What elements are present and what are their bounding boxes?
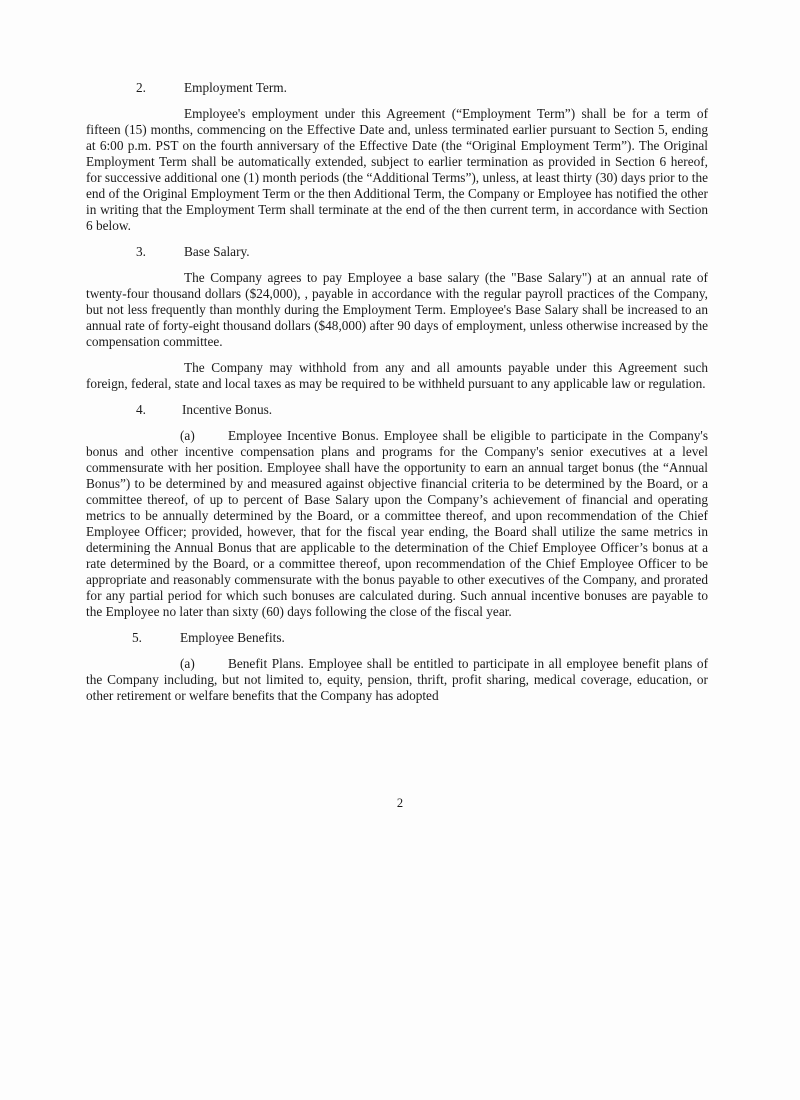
section-number: 2. xyxy=(136,80,146,95)
section-title: Base Salary. xyxy=(184,244,250,259)
section-4a-paragraph xyxy=(86,428,708,620)
document-body xyxy=(86,80,708,714)
section-title: Incentive Bonus. xyxy=(182,402,273,417)
subsection-label: (a) xyxy=(180,656,195,671)
section-3-paragraph-1: The Company agrees to pay Employee a base salary (the "Base Salary") at an annual rate of twenty-four thousand dollars ($24,000), , payable in accordance with the regular payroll practices of the Company, but not less frequently than monthly during the Employment Term. Employee's Base Salary shall be increased to an annual rate of forty-eight thousand dollars ($48,000) after 90 days of employment, unless otherwise increased by the compensation committee. xyxy=(86,270,708,349)
section-number: 4. xyxy=(136,402,146,417)
subsection-text: Benefit Plans. Employee shall be entitled to participate in all employee benefit plans of the Company including, but not limited to, equity, pension, thrift, profit sharing, medical coverage, education, or other retirement or welfare benefits that the Company has adopted xyxy=(86,656,708,703)
section-number: 3. xyxy=(136,244,146,259)
section-5a-paragraph xyxy=(86,656,708,704)
subsection-text: Employee Incentive Bonus. Employee shall be eligible to participate in the Company's bonus and other incentive compensation plans and programs for the Company's senior executives at a level commensurate with her position. Employee shall have the opportunity to earn an annual target bonus (the “Annual Bonus”) to be determined by and measured against objective financial criteria to be determined by the Board, or a committee thereof, of up to percent of Base Salary upon the Company’s achievement of financial and operating metrics to be annually determined by the Board, or a committee thereof, and upon recommendation of the Chief Employee Officer; provided, however, that for the fiscal year ending, the Board shall utilize the same metrics in determining the Annual Bonus that are applicable to the determination of the Chief Employee Officer’s bonus at a rate determined by the Board, or a committee thereof, upon recommendation of the Chief Employee Officer to be appropriate and reasonably commensurate with the bonus payable to other executives of the Company, and prorated for any partial period for which such bonuses are calculated during. Such annual incentive bonuses are payable to the Employee no later than sixty (60) days following the close of the fiscal year. xyxy=(86,428,708,619)
section-5-heading xyxy=(86,630,708,646)
section-2-heading xyxy=(86,80,708,96)
section-title: Employment Term. xyxy=(184,80,287,95)
section-3-heading xyxy=(86,244,708,260)
subsection-label: (a) xyxy=(180,428,195,443)
section-3-paragraph-2: The Company may withhold from any and all amounts payable under this Agreement such foreign, federal, state and local taxes as may be required to be withheld pursuant to any applicable law or regulation. xyxy=(86,360,708,391)
page-number: 2 xyxy=(396,796,404,810)
section-title: Employee Benefits. xyxy=(180,630,285,645)
section-number: 5. xyxy=(132,630,142,645)
section-2-paragraph: Employee's employment under this Agreement (“Employment Term”) shall be for a term of fifteen (15) months, commencing on the Effective Date and, unless terminated earlier pursuant to Section 5, ending at 6:00 p.m. PST on the fourth anniversary of the Effective Date (the “Original Employment Term”). The Original Employment Term shall be automatically extended, subject to earlier termination as provided in Section 6 hereof, for successive additional one (1) month periods (the “Additional Terms”), unless, at least thirty (30) days prior to the end of the Original Employment Term or the then Additional Term, the Company or Employee has notified the other in writing that the Employment Term shall terminate at the end of the then current term, in accordance with Section 6 below. xyxy=(86,106,708,233)
section-4-heading xyxy=(86,402,708,418)
